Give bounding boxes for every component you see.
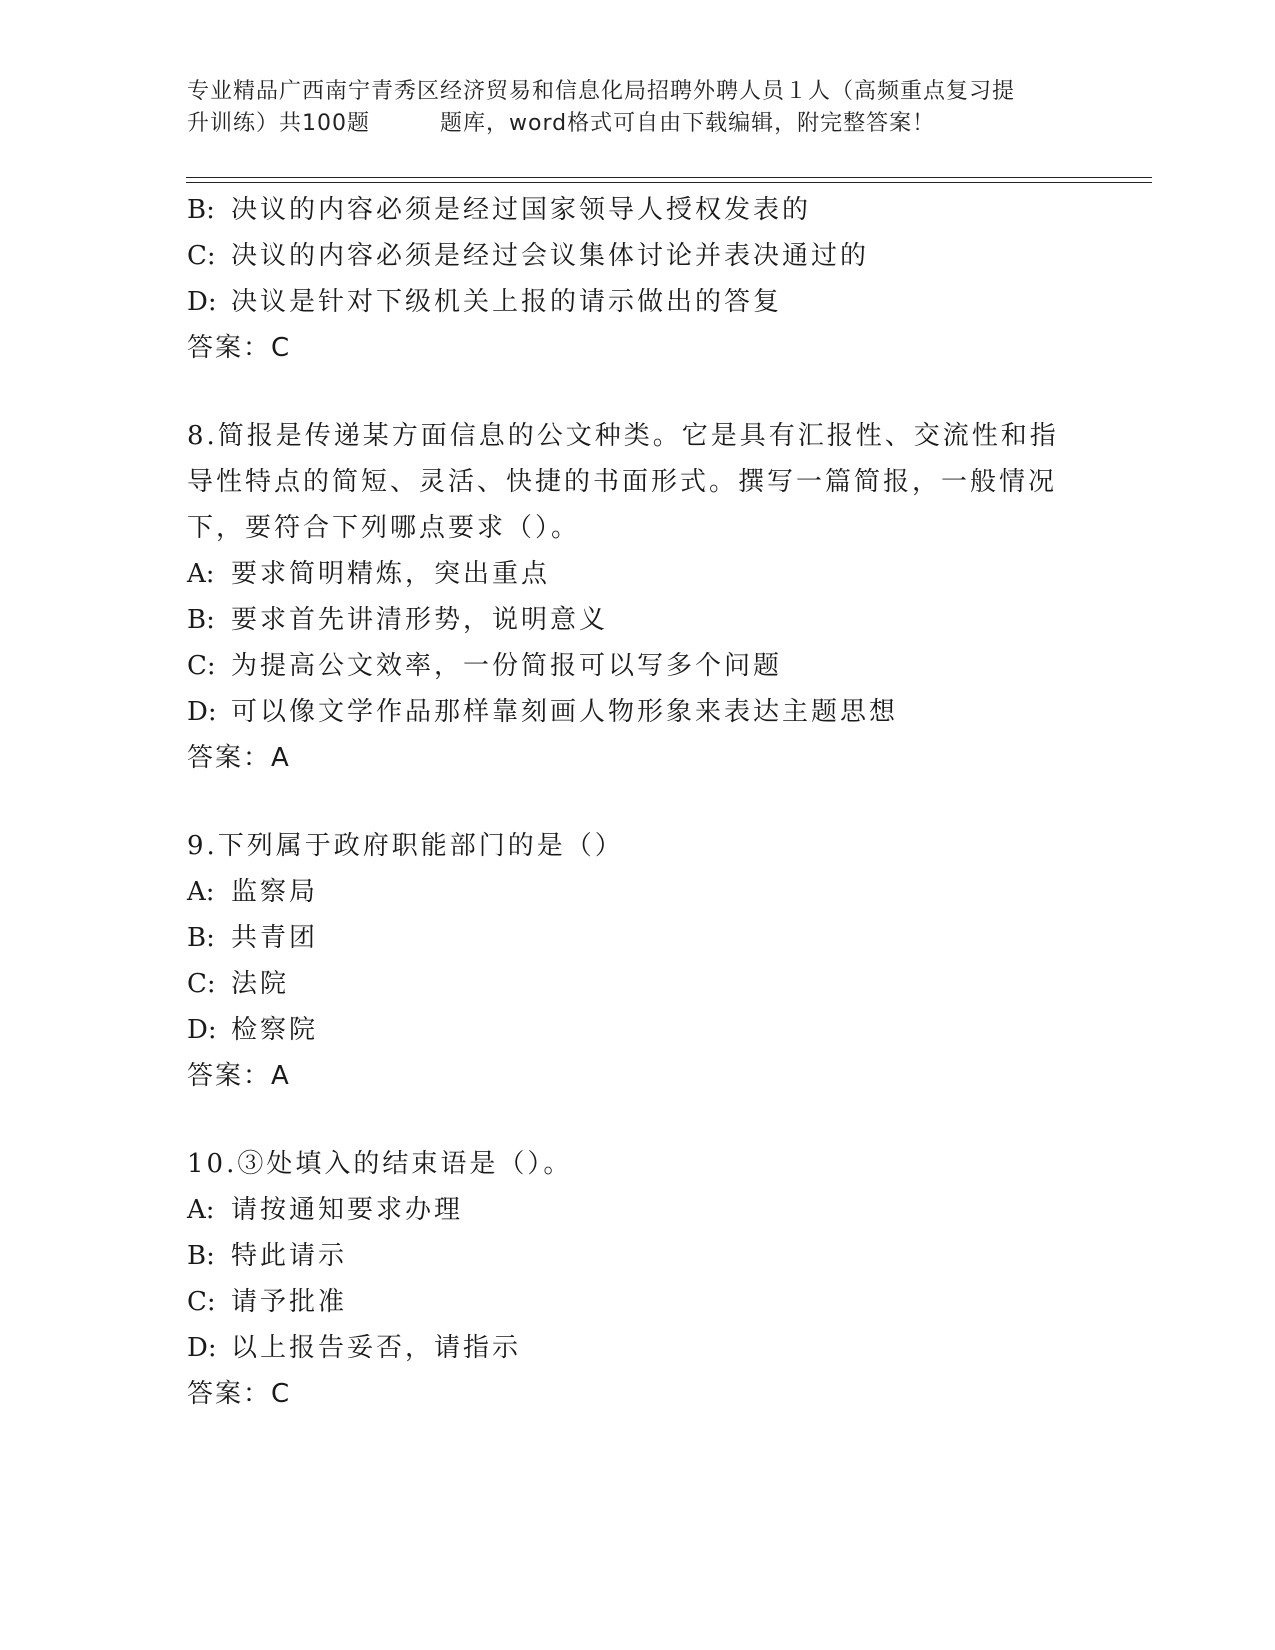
header-line-2 <box>187 108 1087 140</box>
question-8 <box>187 413 1087 781</box>
question-7-tail <box>187 187 1087 371</box>
question-stem: 10.③处填入的结束语是（）。 <box>187 1149 573 1179</box>
question-list <box>187 187 1087 1417</box>
question-stem-line: 8.简报是传递某方面信息的公文种类。它是具有汇报性、交流性和指 <box>187 421 1059 451</box>
question-stem: 9.下列属于政府职能部门的是（） <box>187 831 624 861</box>
option-b: B: 要求首先讲清形势，说明意义 <box>187 605 609 635</box>
answer-line: 答案：A <box>187 743 291 773</box>
answer-line: 答案：C <box>187 1379 292 1409</box>
option-b: B: 特此请示 <box>187 1241 348 1271</box>
question-stem-line: 下，要符合下列哪点要求（）。 <box>187 513 581 543</box>
option-d: D: 可以像文学作品那样靠刻画人物形象来表达主题思想 <box>187 697 899 727</box>
option-d: D: 决议是针对下级机关上报的请示做出的答复 <box>187 287 783 317</box>
answer-line: 答案：A <box>187 1061 291 1091</box>
header-rule-top <box>186 177 1152 178</box>
option-c: C: 为提高公文效率，一份简报可以写多个问题 <box>187 651 783 681</box>
header-line-2a: 升训练）共100题 <box>187 111 370 136</box>
option-d: D: 以上报告妥否，请指示 <box>187 1333 522 1363</box>
question-10 <box>187 1141 1087 1417</box>
option-a: A: 请按通知要求办理 <box>187 1195 464 1225</box>
option-c: C: 请予批准 <box>187 1287 348 1317</box>
option-c: C: 决议的内容必须是经过会议集体讨论并表决通过的 <box>187 241 870 271</box>
question-stem-line: 导性特点的简短、灵活、快捷的书面形式。撰写一篇简报，一般情况 <box>187 467 1058 497</box>
answer-line: 答案：C <box>187 333 292 363</box>
option-b: B: 共青团 <box>187 923 319 953</box>
option-a: A: 要求简明精炼，突出重点 <box>187 559 551 589</box>
header-line-2b: 题库，word格式可自由下载编辑，附完整答案！ <box>440 111 936 136</box>
option-c: C: 法院 <box>187 969 290 999</box>
option-d: D: 检察院 <box>187 1015 319 1045</box>
document-header <box>187 76 1087 140</box>
header-line-1: 专业精品广西南宁青秀区经济贸易和信息化局招聘外聘人员１人（高频重点复习提 <box>187 79 1016 104</box>
question-9 <box>187 823 1087 1099</box>
header-rule-bottom <box>186 182 1152 183</box>
option-a: A: 监察局 <box>187 877 319 907</box>
option-b: B: 决议的内容必须是经过国家领导人授权发表的 <box>187 195 812 225</box>
